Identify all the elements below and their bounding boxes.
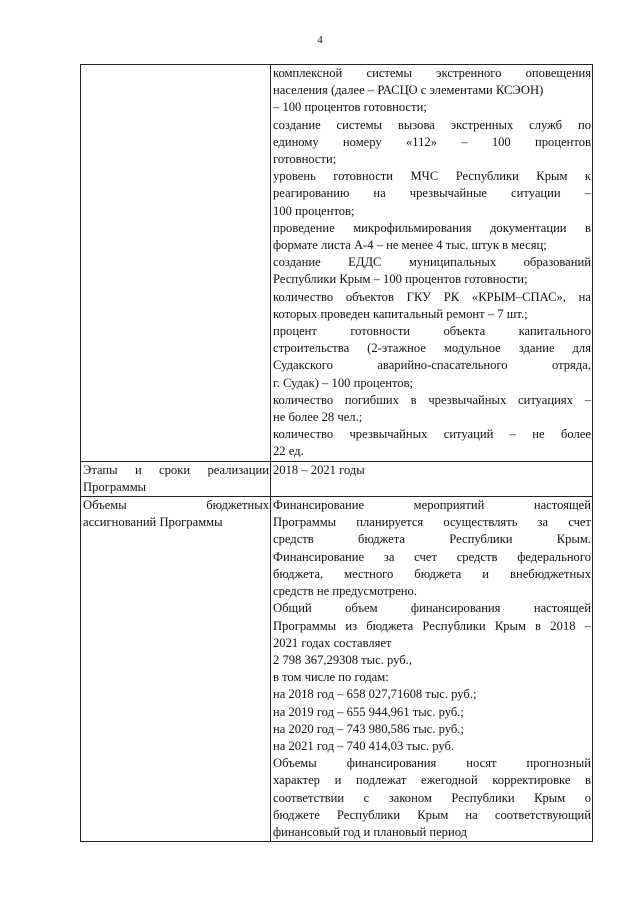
value-line: соответствии с законом Республики Крым о <box>273 790 591 805</box>
value-line: единому номеру «112» – 100 процентов <box>273 134 591 149</box>
row-value-cell <box>271 497 593 842</box>
value-line: в том числе по годам: <box>273 670 389 685</box>
value-line: характер и подлежат ежегодной корректировке в <box>273 773 591 788</box>
value-line: на 2019 год – 655 944,961 тыс. руб.; <box>273 704 464 719</box>
value-line: Программы из бюджета Республики Крым в 2018 – <box>273 618 591 633</box>
value-line: бюджета, местного бюджета и внебюджетных <box>273 566 591 581</box>
value-line: Финансирование мероприятий настоящей <box>273 498 591 513</box>
value-line: Судакского аварийно-спасательного отряда, <box>273 358 591 373</box>
value-line: Программы планируется осуществлять за счет <box>273 515 591 530</box>
label-line: Этапы и сроки реализации <box>83 462 269 477</box>
value-line: которых проведен капитальный ремонт – 7 шт.; <box>273 306 528 321</box>
row-label-cell <box>81 497 271 842</box>
value-line: строительства (2-этажное модульное здание для <box>273 341 591 356</box>
value-line: населения (далее – РАСЦО с элементами КСЭОН) <box>273 83 544 98</box>
value-line: Республики Крым – 100 процентов готовности; <box>273 272 528 287</box>
value-line: на 2021 год – 740 414,03 тыс. руб. <box>273 738 455 753</box>
value-line: финансовый год и плановый период <box>273 824 468 839</box>
value-line: на 2020 год – 743 980,586 тыс. руб.; <box>273 721 464 736</box>
label-line: Программы <box>83 479 147 494</box>
value-line: – 100 процентов готовности; <box>273 100 427 115</box>
row-value-cell <box>271 65 593 462</box>
value-line: количество чрезвычайных ситуаций – не более <box>273 427 591 442</box>
value-line: реагированию на чрезвычайные ситуации – <box>273 186 591 201</box>
value-line: 22 ед. <box>273 444 304 459</box>
table-body <box>81 65 593 842</box>
value-line: проведение микрофильмирования документации в <box>273 220 591 235</box>
value-line: готовности; <box>273 152 337 167</box>
value-line: Общий объем финансирования настоящей <box>273 601 591 616</box>
value-line: Объемы финансирования носят прогнозный <box>273 756 591 771</box>
table-row <box>81 461 593 496</box>
value-line: 100 процентов; <box>273 203 355 218</box>
value-line: количество объектов ГКУ РК «КРЫМ–СПАС», на <box>273 289 591 304</box>
table-row <box>81 497 593 842</box>
value-line: 2021 годах составляет <box>273 635 392 650</box>
row-label-cell <box>81 65 271 462</box>
value-line: уровень готовности МЧС Республики Крым к <box>273 169 591 184</box>
value-line: 2 798 367,29308 тыс. руб., <box>273 652 412 667</box>
value-line: на 2018 год – 658 027,71608 тыс. руб.; <box>273 687 477 702</box>
value-line: процент готовности объекта капитального <box>273 324 591 339</box>
value-line: средств не предусмотрено. <box>273 584 417 599</box>
label-line: Объемы бюджетных <box>83 498 269 513</box>
value-line: формате листа А-4 – не менее 4 тыс. штук в месяц; <box>273 238 547 253</box>
value-line: не более 28 чел.; <box>273 410 363 425</box>
value-line: создание ЕДДС муниципальных образований <box>273 255 591 270</box>
value-line: создание системы вызова экстренных служб по <box>273 117 591 132</box>
value-line: Финансирование за счет средств федерального <box>273 549 591 564</box>
page-number: 4 <box>317 34 323 46</box>
passport-table <box>80 64 593 842</box>
value-line: г. Судак) – 100 процентов; <box>273 375 414 390</box>
row-value-cell <box>271 461 593 496</box>
value-line: средств бюджета Республики Крым. <box>273 532 591 547</box>
label-line: ассигнований Программы <box>83 515 223 530</box>
table-row <box>81 65 593 462</box>
row-label-cell <box>81 461 271 496</box>
value-line: количество погибших в чрезвычайных ситуациях – <box>273 392 591 407</box>
value-line: комплексной системы экстренного оповещения <box>273 66 591 80</box>
value-line: бюджете Республики Крым на соответствующий <box>273 807 591 822</box>
value-line: 2018 – 2021 годы <box>273 462 365 477</box>
